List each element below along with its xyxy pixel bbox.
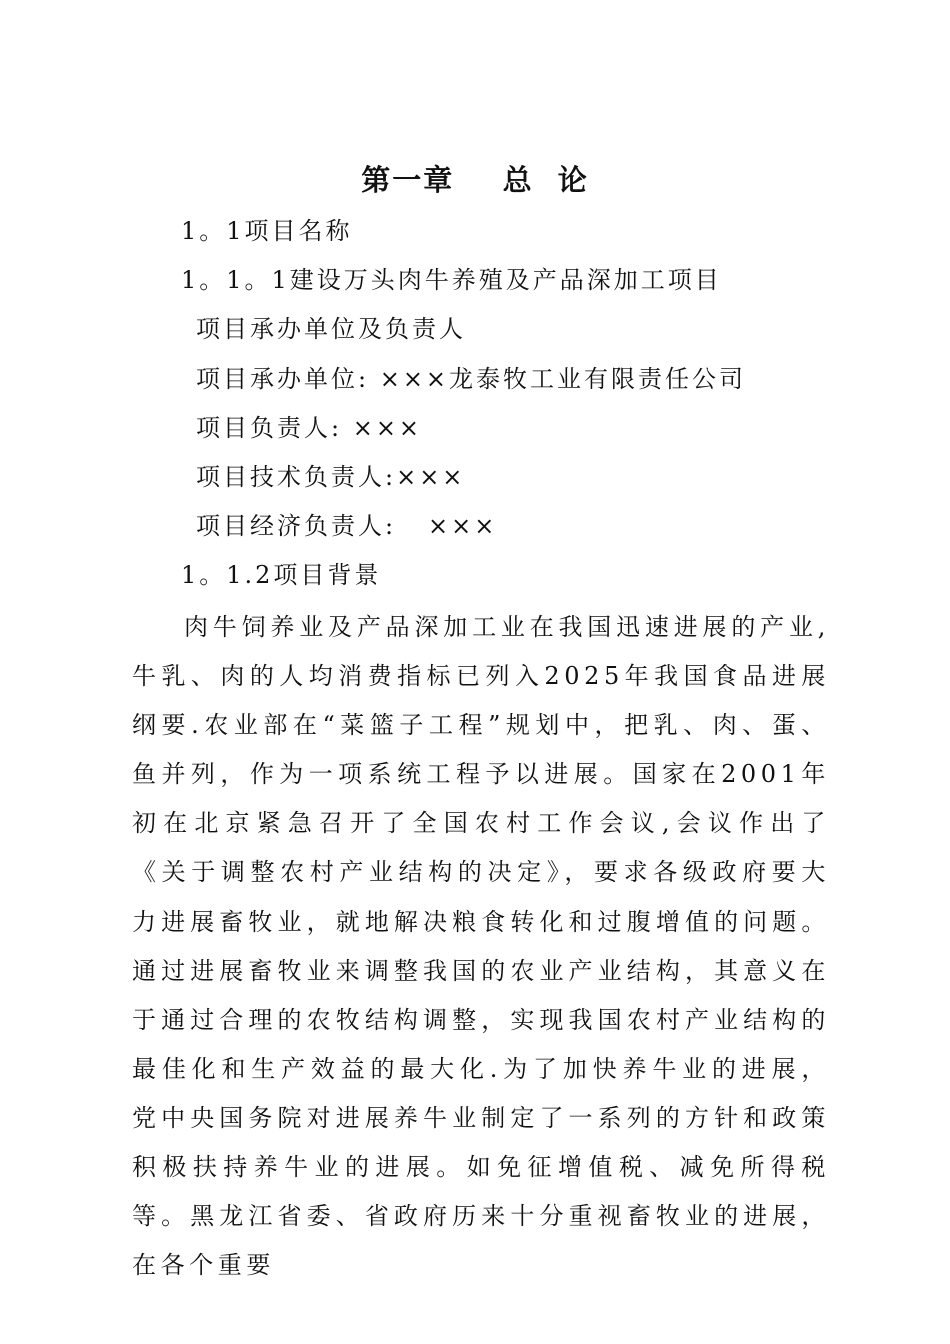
undertaking-unit-line: 项目承办单位: ×××龙泰牧工业有限责任公司	[196, 365, 747, 393]
section-heading-project-title: 1。1。1建设万头肉牛养殖及产品深加工项目	[181, 266, 722, 294]
section-heading-project-name: 1。1项目名称	[181, 217, 353, 245]
technical-leader-line: 项目技术负责人:×××	[196, 463, 466, 491]
section-heading-project-background: 1。1.2项目背景	[181, 561, 382, 589]
background-paragraph: 肉牛饲养业及产品深加工业在我国迅速进展的产业,牛乳、肉的人均消费指标已列入2025年我国食品进展纲要.农业部在“菜篮子工程”规划中，把乳、肉、蛋、鱼并列，作为一项系统工程予以进展。国家在2001年初在北京紧急召开了全国农村工作会议,会议作出了《关于调整农村产业结构的决定》，要求各级政府要大力进展畜牧业，就地解决粮食转化和过腹增值的问题。通过进展畜牧业来调整我国的农业产业结构，其意义在于通过合理的农牧结构调整，实现我国农村产业结构的最佳化和生产效益的最大化.为了加快养牛业的进展，党中央国务院对进展养牛业制定了一系列的方针和政策积极扶持养牛业的进展。如免征增值税、减免所得税等。黑龙江省委、省政府历来十分重视畜牧业的进展，在各个重要	[132, 613, 830, 1280]
project-leader-line: 项目负责人: ×××	[196, 414, 423, 442]
chapter-title: 第一章 总 论	[361, 163, 589, 197]
economic-leader-line: 项目经济负责人: ×××	[196, 512, 498, 540]
section-heading-undertaking-unit: 项目承办单位及负责人	[196, 315, 466, 343]
